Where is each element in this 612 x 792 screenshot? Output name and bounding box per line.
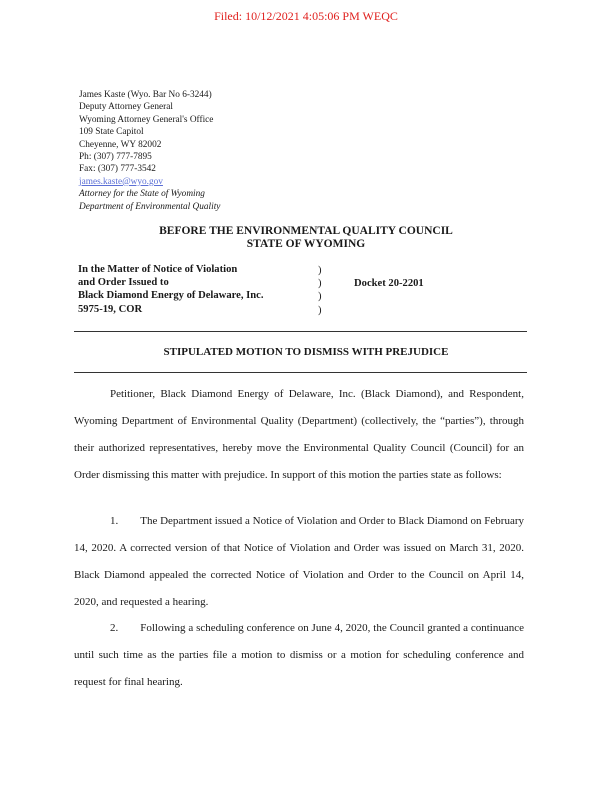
tribunal-line-2: STATE OF WYOMING	[246, 238, 366, 250]
counsel-fax: Fax: (307) 777-3542	[79, 164, 156, 175]
divider-top	[74, 331, 527, 332]
filed-stamp: Filed: 10/12/2021 4:05:06 PM WEQC	[214, 9, 398, 23]
counsel-email-link[interactable]: james.kaste@wyo.gov	[79, 176, 163, 187]
counsel-office: Wyoming Attorney General's Office	[79, 114, 214, 125]
counsel-role-2: Department of Environmental Quality	[79, 201, 221, 212]
docket-number: Docket 20-2201	[354, 278, 424, 289]
caption-line: and Order Issued to	[78, 277, 169, 289]
paren: )	[318, 304, 322, 316]
paren: )	[318, 265, 322, 276]
caption-line: Black Diamond Energy of Delaware, Inc.	[78, 290, 264, 302]
caption-line: 5975-19, COR	[78, 303, 143, 315]
counsel-phone: Ph: (307) 777-7895	[79, 152, 152, 163]
paren: )	[318, 291, 322, 303]
paragraph-1: 1. The Department issued a Notice of Violation and Order to Black Diamond on February 14, 2020. A corrected version of that Notice of Violation and Order was issued on March 31, 2020. Black Diamond appealed the corrected Notice of Violation and Order to the Council on April 14, 2020, and requested a hearing.	[74, 515, 524, 608]
caption-parens	[318, 264, 322, 317]
intro-paragraph: Petitioner, Black Diamond Energy of Delaware, Inc. (Black Diamond), and Respondent, Wyoming Department of Environmental Quality (Department) (collectively, the “parties”), through their authorized representatives, hereby move the Environmental Quality Council (Council) for an Order dismissing this matter with prejudice. In support of this motion the parties state as follows:	[74, 388, 524, 481]
case-caption	[78, 263, 263, 316]
paragraph-2: 2. Following a scheduling conference on June 4, 2020, the Council granted a continuance until such time as the parties file a motion to dismiss or a motion for scheduling conference and request for final hearing.	[74, 622, 524, 688]
caption-line: In the Matter of Notice of Violation	[78, 264, 238, 275]
divider-bottom	[74, 372, 527, 373]
paren: )	[318, 278, 322, 290]
counsel-address-1: 109 State Capitol	[79, 127, 144, 138]
counsel-address-2: Cheyenne, WY 82002	[79, 139, 162, 150]
tribunal-heading	[0, 225, 612, 251]
tribunal-line-1: BEFORE THE ENVIRONMENTAL QUALITY COUNCIL	[159, 225, 453, 237]
counsel-title: Deputy Attorney General	[79, 102, 173, 113]
counsel-block	[79, 89, 220, 213]
counsel-name: James Kaste (Wyo. Bar No 6-3244)	[79, 90, 212, 100]
motion-title: STIPULATED MOTION TO DISMISS WITH PREJUDICE	[163, 346, 449, 358]
counsel-role-1: Attorney for the State of Wyoming	[79, 189, 205, 200]
